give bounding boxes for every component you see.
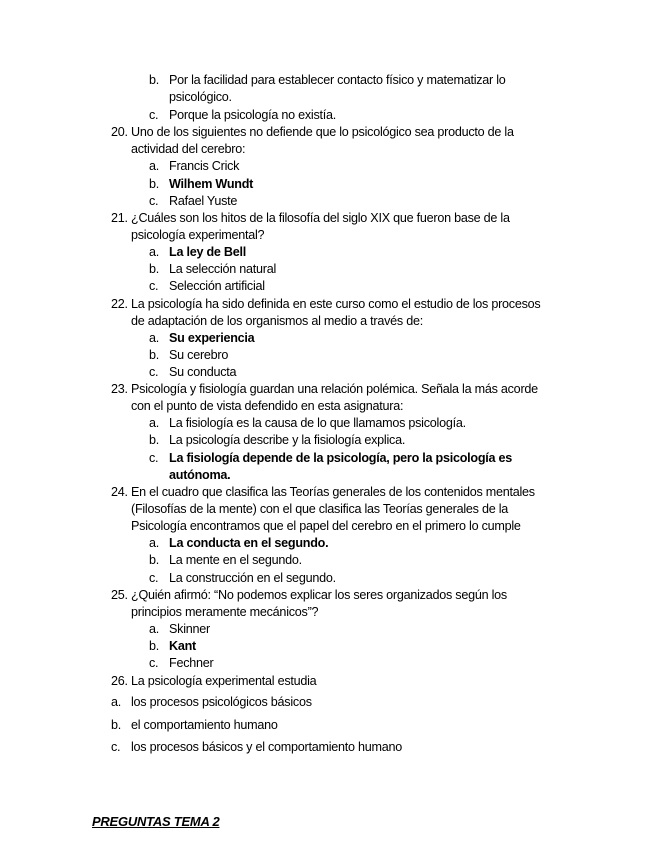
option-marker: c. bbox=[149, 279, 159, 293]
option-text: psicológico. bbox=[169, 90, 232, 104]
option-marker: c. bbox=[149, 108, 159, 122]
option-marker: a. bbox=[149, 622, 160, 636]
option-marker: b. bbox=[149, 348, 160, 362]
correct-option-text: Su experiencia bbox=[169, 331, 255, 345]
correct-option-text: La ley de Bell bbox=[169, 245, 246, 259]
question-number: 21. bbox=[111, 211, 128, 225]
question-text: La psicología experimental estudia bbox=[131, 674, 317, 688]
option-marker: c. bbox=[149, 656, 159, 670]
option-marker: b. bbox=[149, 262, 160, 276]
question-text: La psicología ha sido definida en este curso como el estudio de los procesos bbox=[131, 297, 541, 311]
question-text: Psicología encontramos que el papel del cerebro en el primero lo cumple bbox=[131, 519, 521, 533]
option-marker: b. bbox=[149, 433, 160, 447]
question-text: de adaptación de los organismos al medio a través de: bbox=[131, 314, 423, 328]
option-marker: a. bbox=[149, 245, 160, 259]
section-heading: PREGUNTAS TEMA 2 bbox=[92, 814, 220, 829]
option-text: Francis Crick bbox=[169, 159, 240, 173]
option-text: los procesos psicológicos básicos bbox=[131, 695, 312, 709]
option-marker: b. bbox=[149, 177, 160, 191]
option-text: La construcción en el segundo. bbox=[169, 571, 336, 585]
correct-option-text: autónoma. bbox=[169, 468, 231, 482]
option-marker: a. bbox=[149, 159, 160, 173]
option-text: Porque la psicología no existía. bbox=[169, 108, 337, 122]
option-text: La mente en el segundo. bbox=[169, 553, 302, 567]
question-text: psicología experimental? bbox=[131, 228, 265, 242]
option-marker: a. bbox=[149, 416, 160, 430]
question-number: 24. bbox=[111, 485, 128, 499]
option-marker: a. bbox=[149, 331, 160, 345]
question-text: ¿Cuáles son los hitos de la filosofía del siglo XIX que fueron base de la bbox=[131, 211, 510, 225]
question-number: 26. bbox=[111, 674, 128, 688]
option-text: Selección artificial bbox=[169, 279, 265, 293]
correct-option-text: La fisiología depende de la psicología, pero la psicología es bbox=[169, 451, 513, 465]
option-text: La fisiología es la causa de lo que llamamos psicología. bbox=[169, 416, 466, 430]
option-marker: c. bbox=[149, 365, 159, 379]
option-text: Su cerebro bbox=[169, 348, 229, 362]
option-marker: b. bbox=[149, 73, 160, 87]
option-text: La selección natural bbox=[169, 262, 277, 276]
option-marker: c. bbox=[149, 194, 159, 208]
question-text: En el cuadro que clasifica las Teorías generales de los contenidos mentales bbox=[131, 485, 535, 499]
option-marker: c. bbox=[149, 571, 159, 585]
question-text: ¿Quién afirmó: “No podemos explicar los seres organizados según los bbox=[131, 588, 507, 602]
option-marker: b. bbox=[149, 639, 160, 653]
question-text: Uno de los siguientes no defiende que lo psicológico sea producto de la bbox=[131, 125, 514, 139]
correct-option-text: Kant bbox=[169, 639, 196, 653]
question-text: con el punto de vista defendido en esta asignatura: bbox=[131, 399, 404, 413]
option-text: el comportamiento humano bbox=[131, 718, 278, 732]
option-text: Fechner bbox=[169, 656, 214, 670]
question-number: 22. bbox=[111, 297, 128, 311]
option-text: Skinner bbox=[169, 622, 210, 636]
question-text: Psicología y fisiología guardan una relación polémica. Señala la más acorde bbox=[131, 382, 538, 396]
question-text: principios meramente mecánicos”? bbox=[131, 605, 319, 619]
option-marker: c. bbox=[111, 740, 121, 754]
option-text: Rafael Yuste bbox=[169, 194, 238, 208]
question-text: (Filosofías de la mente) con el que clasifica las Teorías generales de la bbox=[131, 502, 509, 516]
question-number: 23. bbox=[111, 382, 128, 396]
question-number: 20. bbox=[111, 125, 128, 139]
option-marker: b. bbox=[149, 553, 160, 567]
option-text: los procesos básicos y el comportamiento humano bbox=[131, 740, 403, 754]
option-marker: b. bbox=[111, 718, 122, 732]
option-text: La psicología describe y la fisiología explica. bbox=[169, 433, 406, 447]
option-marker: c. bbox=[149, 451, 159, 465]
question-text: actividad del cerebro: bbox=[131, 142, 246, 156]
correct-option-text: La conducta en el segundo. bbox=[169, 536, 329, 550]
correct-option-text: Wilhem Wundt bbox=[169, 177, 254, 191]
option-text: Por la facilidad para establecer contacto físico y matematizar lo bbox=[169, 73, 506, 87]
option-text: Su conducta bbox=[169, 365, 237, 379]
question-number: 25. bbox=[111, 588, 128, 602]
option-marker: a. bbox=[111, 695, 122, 709]
option-marker: a. bbox=[149, 536, 160, 550]
